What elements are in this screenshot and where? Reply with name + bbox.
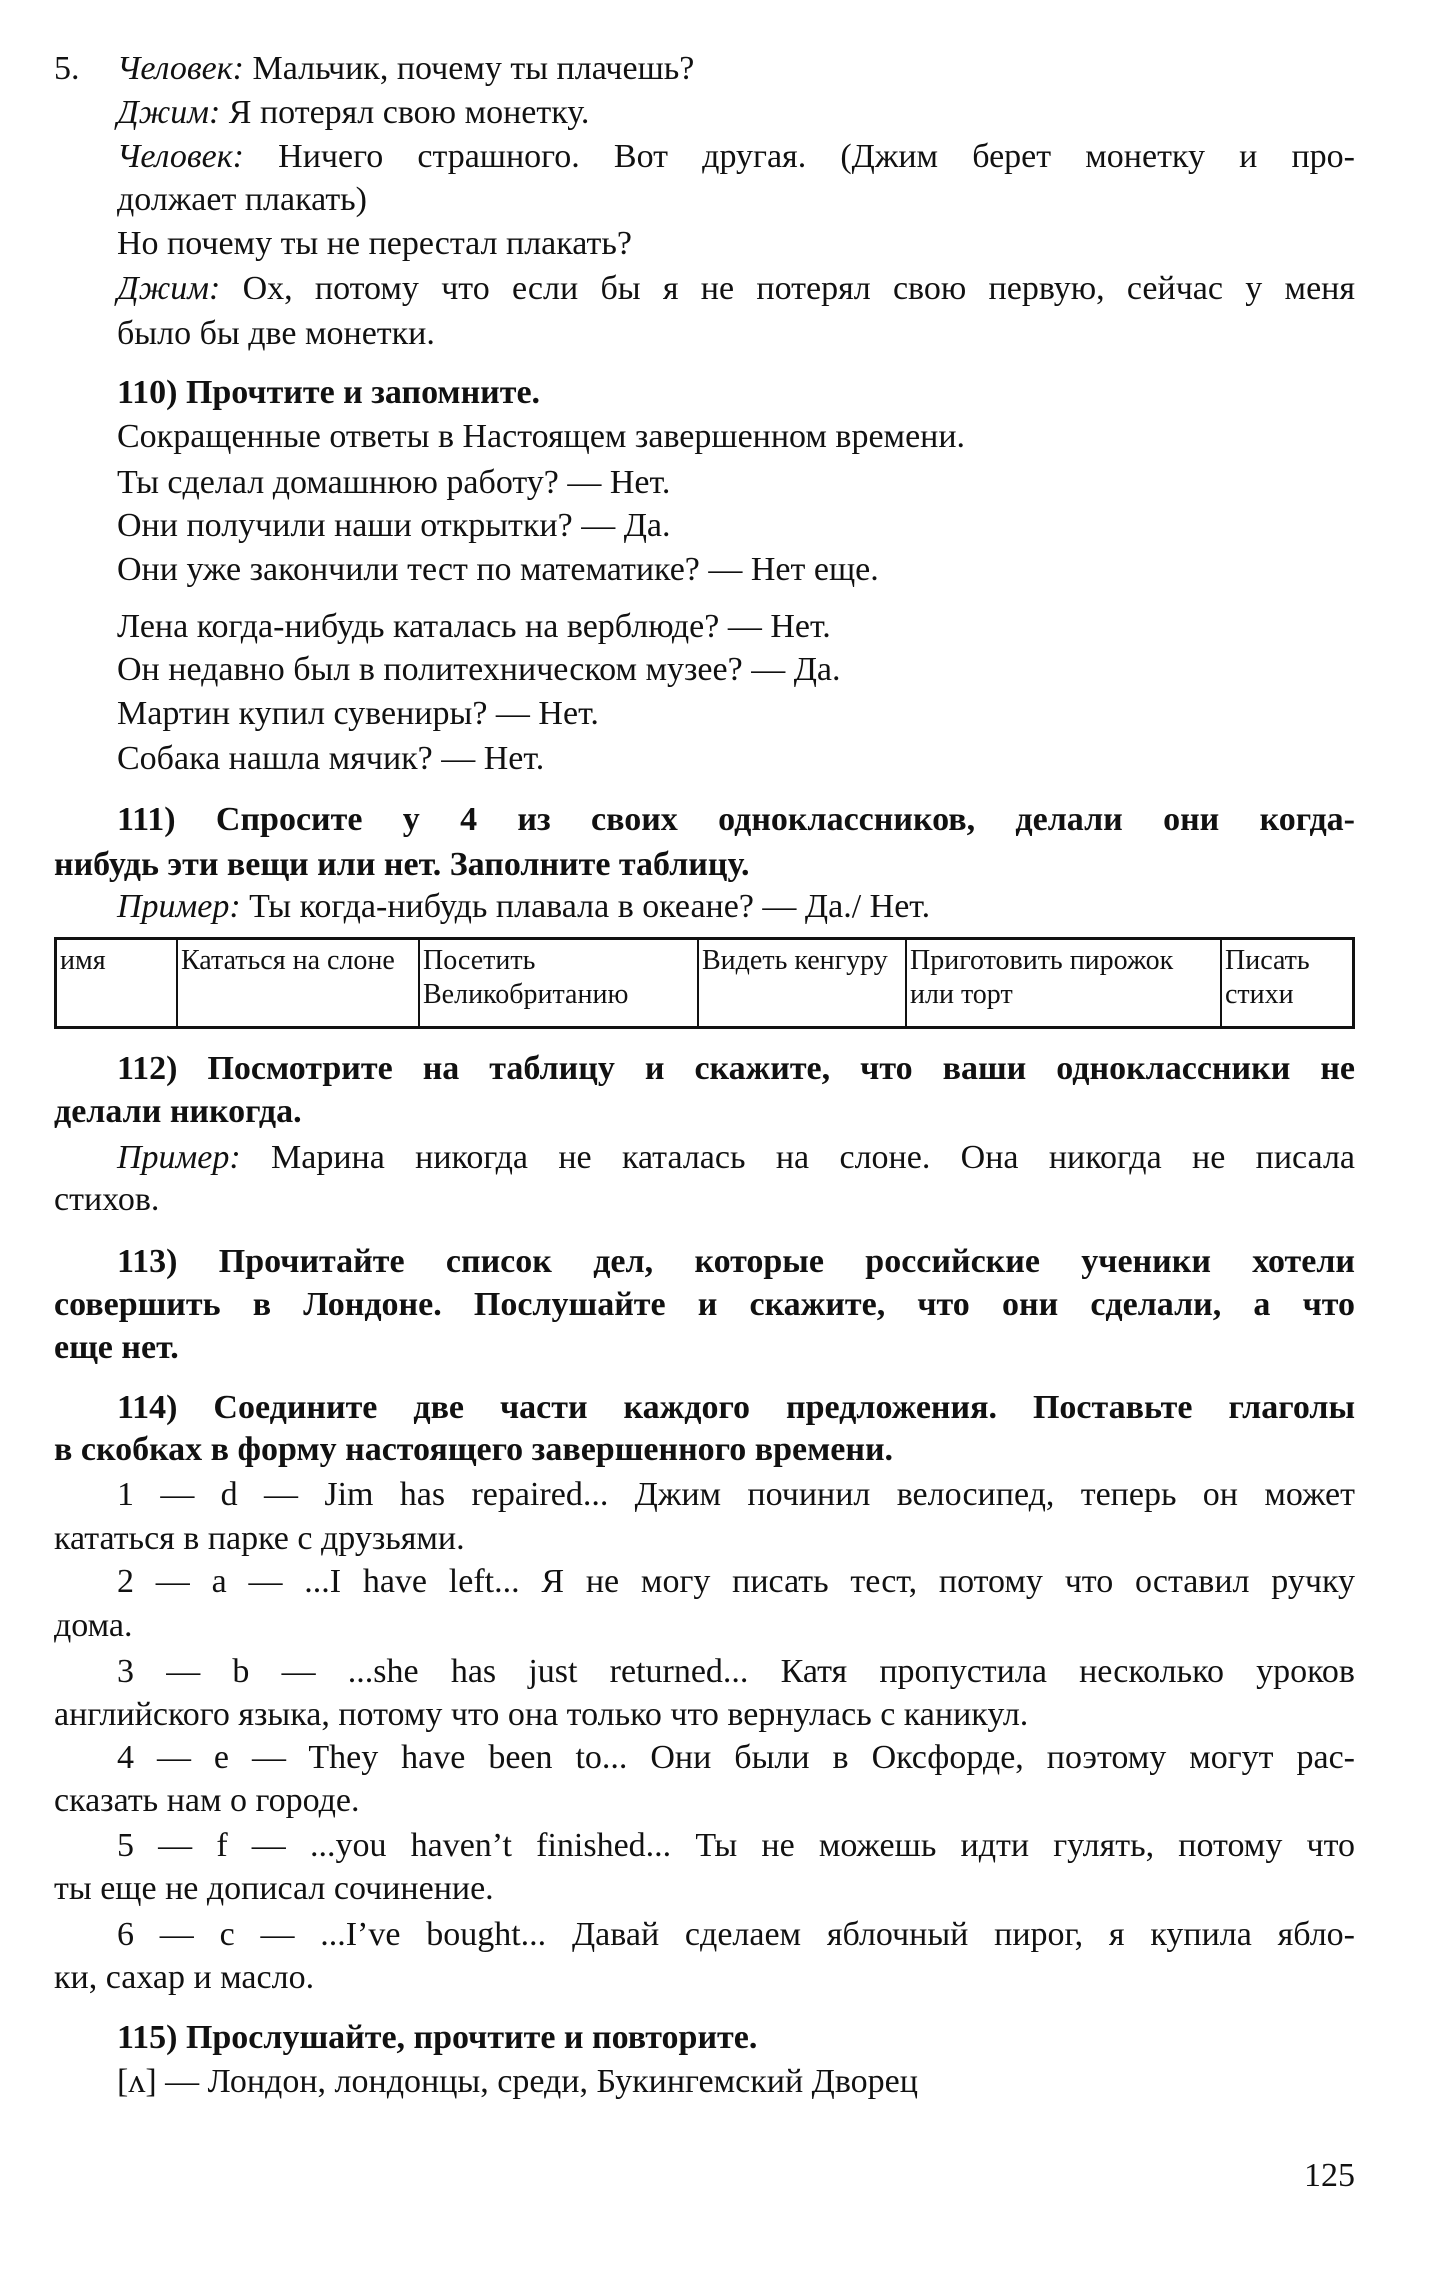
text-line: Они уже закончили тест по математике? — Нет еще. — [117, 551, 879, 588]
text-line: Он недавно был в политехническом музее? — Да. — [117, 651, 841, 688]
text-line: Мартин купил сувениры? — Нет. — [117, 695, 599, 732]
example-text: Марина никогда не каталась на слоне. Она никогда не писала — [240, 1139, 1355, 1176]
text-line: Лена когда-нибудь каталась на верблюде? — Нет. — [117, 608, 831, 645]
example-line — [117, 887, 1355, 927]
example-line-cont: стихов. — [54, 1181, 160, 1218]
answer-line-cont: ки, сахар и масло. — [54, 1959, 315, 1996]
exercise-112-heading: 112) Посмотрите на таблицу и скажите, что ваши одноклассники не — [117, 1050, 1355, 1087]
exercise-114-heading-cont: в скобках в форму настоящего завершенного времени. — [54, 1431, 894, 1468]
exercise-115-heading: 115) Прослушайте, прочтите и повторите. — [117, 2019, 758, 2056]
answer-line: 2 — a — ...I have left... Я не могу писать тест, потому что оставил ручку — [117, 1563, 1355, 1600]
item-number: 5. — [54, 50, 80, 87]
table-row — [56, 939, 1354, 1028]
answer-line-cont: английского языка, потому что она только что вернулась с каникул. — [54, 1696, 1029, 1733]
phonetics-line: [ʌ] — Лондон, лондонцы, среди, Букингемский Дворец — [117, 2063, 918, 2100]
dialog-line: Но почему ты не перестал плакать? — [117, 225, 632, 262]
answer-line-cont: кататься в парке с друзьями. — [54, 1520, 465, 1557]
text-line: Ты сделал домашнюю работу? — Нет. — [117, 464, 671, 501]
text-line: Собака нашла мячик? — Нет. — [117, 740, 545, 777]
exercise-110-heading: 110) Прочтите и запомните. — [117, 374, 541, 411]
example-line — [117, 1138, 1355, 1178]
dialog-text: Мальчик, почему ты плачешь? — [244, 50, 695, 87]
table-header-cell: Видеть кенгуру — [698, 939, 906, 1028]
dialog-line: должает плакать) — [117, 181, 368, 218]
dialog-line: было бы две монетки. — [117, 315, 435, 352]
dialog-text: Ничего страшного. Вот другая. (Джим берет монетку и про- — [244, 138, 1355, 175]
speaker: Джим: — [117, 94, 221, 131]
speaker: Человек: — [117, 50, 244, 87]
answer-line: 3 — b — ...she has just returned... Катя пропустила несколько уроков — [117, 1653, 1355, 1690]
page-number: 125 — [1304, 2157, 1355, 2194]
dialog-line — [117, 137, 1355, 177]
text-line: Они получили наши открытки? — Да. — [117, 507, 671, 544]
table-header-cell: Писать стихи — [1221, 939, 1354, 1028]
answer-line-cont: дома. — [54, 1607, 133, 1644]
example-text: Ты когда-нибудь плавала в океане? — Да./ Нет. — [240, 888, 931, 925]
speaker: Человек: — [117, 138, 244, 175]
exercise-111-heading: 111) Спросите у 4 из своих одноклассников, делали они когда- — [117, 801, 1355, 838]
exercise-113-heading-cont: совершить в Лондоне. Послушайте и скажите, что они сделали, а что — [54, 1286, 1355, 1323]
answer-line: 5 — f — ...you haven’t finished... Ты не можешь идти гулять, потому что — [117, 1827, 1355, 1864]
exercise-113-heading-cont: еще нет. — [54, 1329, 179, 1366]
dialog-text: Я потерял свою монетку. — [220, 94, 590, 131]
exercise-112-heading-cont: делали никогда. — [54, 1093, 302, 1130]
answer-line: 6 — c — ...I’ve bought... Давай сделаем яблочный пирог, я купила ябло- — [117, 1916, 1355, 1953]
exercise-113-heading: 113) Прочитайте список дел, которые российские ученики хотели — [117, 1243, 1355, 1280]
example-label: Пример: — [117, 888, 241, 925]
table-header-cell: имя — [56, 939, 178, 1028]
answer-line: 1 — d — Jim has repaired... Джим починил велосипед, теперь он может — [117, 1476, 1355, 1513]
exercise-111-heading-cont: нибудь эти вещи или нет. Заполните таблицу. — [54, 846, 750, 883]
answer-line-cont: ты еще не дописал сочинение. — [54, 1870, 494, 1907]
dialog-line — [117, 49, 1355, 89]
dialog-line — [117, 93, 1355, 133]
table-header-cell: Приготовить пирожок или торт — [906, 939, 1221, 1028]
table-header-cell: Посетить Великобританию — [419, 939, 698, 1028]
dialog-line — [117, 269, 1355, 309]
survey-table — [54, 937, 1355, 1029]
text-line: Сокращенные ответы в Настоящем завершенном времени. — [117, 418, 966, 455]
example-label: Пример: — [117, 1139, 241, 1176]
speaker: Джим: — [117, 270, 221, 307]
answer-line-cont: сказать нам о городе. — [54, 1782, 360, 1819]
exercise-114-heading: 114) Соедините две части каждого предложения. Поставьте глаголы — [117, 1389, 1355, 1426]
dialog-text: Ох, потому что если бы я не потерял свою первую, сейчас у меня — [220, 270, 1355, 307]
answer-line: 4 — e — They have been to... Они были в Оксфорде, поэтому могут рас- — [117, 1739, 1355, 1776]
table-header-cell: Кататься на слоне — [177, 939, 419, 1028]
